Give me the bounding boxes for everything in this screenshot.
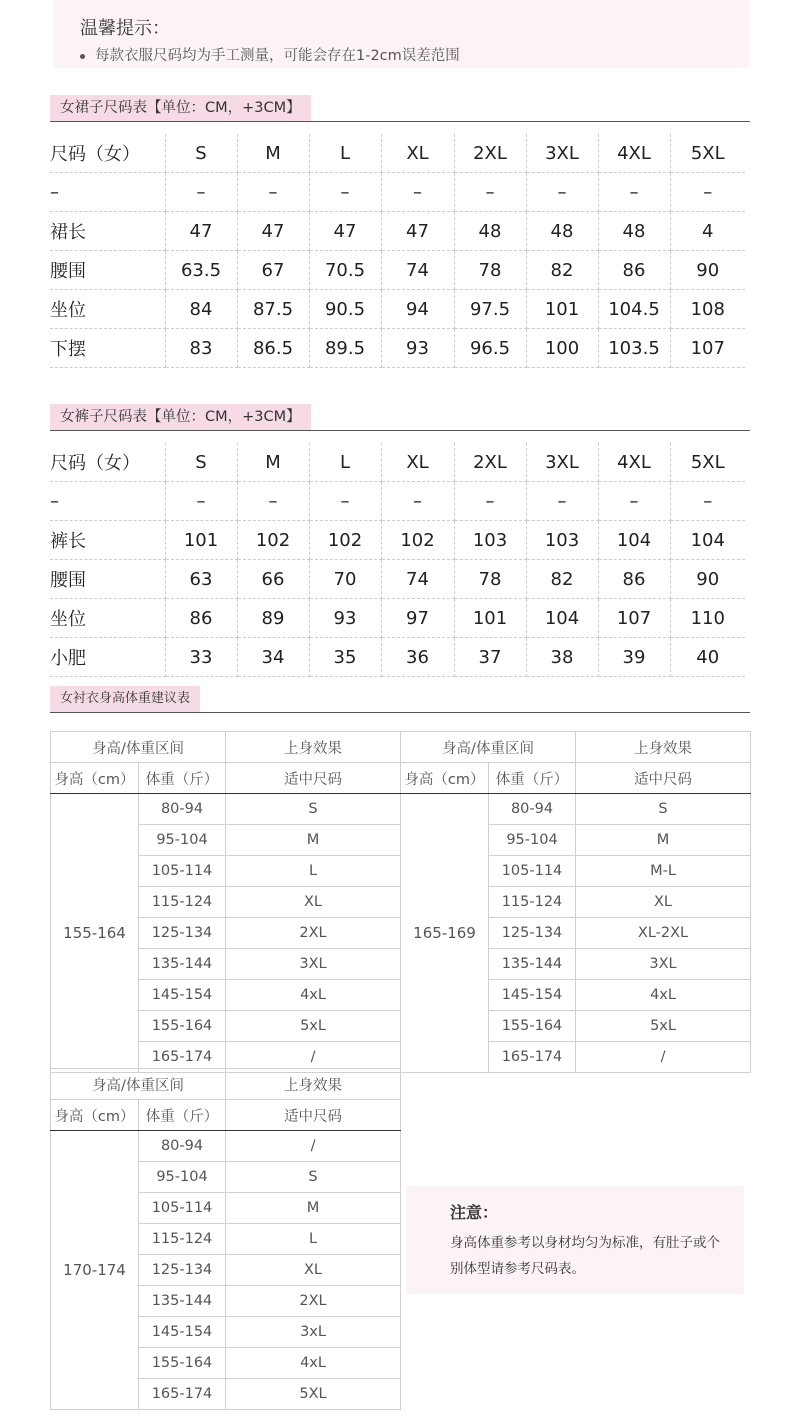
- size-cell: –: [165, 173, 237, 212]
- blouse-rec-table-2: [400, 731, 751, 1073]
- weight-cell: 115-124: [489, 887, 576, 918]
- size-cell: 4xL: [576, 980, 751, 1011]
- size-cell: S: [226, 794, 401, 825]
- size-cell: 39: [598, 638, 670, 677]
- weight-cell: 80-94: [139, 794, 226, 825]
- size-cell: 97: [381, 599, 454, 638]
- size-cell: 101: [454, 599, 526, 638]
- effect-header: 上身效果: [226, 732, 401, 763]
- size-cell: M: [226, 825, 401, 856]
- height-range-cell: 155-164: [51, 794, 139, 1073]
- pants-size-table: [50, 443, 745, 677]
- height-header: 身高（cm）: [51, 763, 139, 794]
- size-row: [50, 638, 745, 677]
- size-cell: 89.5: [309, 329, 381, 368]
- size-header: 适中尺码: [576, 763, 751, 794]
- size-cell: 86: [598, 560, 670, 599]
- weight-cell: 125-134: [139, 1255, 226, 1286]
- size-cell: XL: [381, 443, 454, 482]
- size-cell: XL-2XL: [576, 918, 751, 949]
- row-label: –: [50, 482, 165, 521]
- weight-cell: 145-154: [139, 980, 226, 1011]
- row-label: 尺码（女）: [50, 443, 165, 482]
- row-label: 腰围: [50, 560, 165, 599]
- size-cell: 3XL: [576, 949, 751, 980]
- size-cell: 5xL: [576, 1011, 751, 1042]
- size-cell: 47: [165, 212, 237, 251]
- size-cell: 97.5: [454, 290, 526, 329]
- pants-section-title: 女裤子尺码表【单位：CM，+3CM】: [50, 404, 311, 430]
- size-cell: M-L: [576, 856, 751, 887]
- rec-header-row: [51, 732, 401, 763]
- weight-cell: 135-144: [139, 1286, 226, 1317]
- size-cell: XL: [381, 134, 454, 173]
- bullet-icon: [80, 54, 85, 59]
- size-cell: 87.5: [237, 290, 309, 329]
- size-cell: 102: [309, 521, 381, 560]
- size-cell: 84: [165, 290, 237, 329]
- size-cell: /: [226, 1042, 401, 1073]
- range-header: 身高/体重区间: [51, 732, 226, 763]
- blouse-section-title: 女衬衣身高体重建议表: [50, 686, 200, 712]
- size-cell: 104.5: [598, 290, 670, 329]
- weight-cell: 145-154: [139, 1317, 226, 1348]
- notice-item: [80, 44, 460, 65]
- size-cell: 74: [381, 251, 454, 290]
- note-title: 注意：: [450, 1203, 499, 1222]
- size-row: [50, 173, 745, 212]
- size-row: [50, 599, 745, 638]
- size-cell: 104: [598, 521, 670, 560]
- size-cell: –: [670, 173, 745, 212]
- notice-title: 温馨提示：: [80, 18, 170, 39]
- size-cell: 3XL: [226, 949, 401, 980]
- row-label: 裙长: [50, 212, 165, 251]
- notice-banner: [54, 0, 749, 68]
- size-cell: L: [226, 856, 401, 887]
- size-cell: 4xL: [226, 980, 401, 1011]
- size-cell: –: [598, 173, 670, 212]
- weight-cell: 95-104: [489, 825, 576, 856]
- blouse-rec-table-1: [50, 731, 401, 1073]
- size-row: [50, 482, 745, 521]
- size-cell: –: [165, 482, 237, 521]
- size-cell: –: [526, 173, 598, 212]
- size-cell: 78: [454, 560, 526, 599]
- size-cell: 34: [237, 638, 309, 677]
- size-cell: 4xL: [226, 1348, 401, 1379]
- size-cell: 82: [526, 251, 598, 290]
- skirt-section-header: [50, 95, 750, 122]
- height-range-cell: 170-174: [51, 1131, 139, 1410]
- size-cell: –: [526, 482, 598, 521]
- rec-header-row: [401, 732, 751, 763]
- size-cell: 38: [526, 638, 598, 677]
- weight-cell: 145-154: [489, 980, 576, 1011]
- size-cell: 3XL: [526, 443, 598, 482]
- row-label: 小肥: [50, 638, 165, 677]
- blouse-section-header: [50, 686, 750, 713]
- size-cell: XL: [226, 887, 401, 918]
- effect-header: 上身效果: [576, 732, 751, 763]
- size-cell: 5XL: [670, 134, 745, 173]
- size-cell: 2XL: [226, 1286, 401, 1317]
- size-cell: 36: [381, 638, 454, 677]
- size-cell: 86: [165, 599, 237, 638]
- size-cell: 93: [381, 329, 454, 368]
- size-cell: 33: [165, 638, 237, 677]
- weight-cell: 155-164: [139, 1011, 226, 1042]
- height-range-cell: 165-169: [401, 794, 489, 1073]
- size-cell: 108: [670, 290, 745, 329]
- size-cell: XL: [576, 887, 751, 918]
- size-cell: 103.5: [598, 329, 670, 368]
- rec-row: [51, 1131, 401, 1162]
- size-row: [50, 560, 745, 599]
- size-cell: S: [165, 443, 237, 482]
- size-cell: 3xL: [226, 1317, 401, 1348]
- size-cell: L: [226, 1224, 401, 1255]
- size-cell: 104: [670, 521, 745, 560]
- size-cell: –: [670, 482, 745, 521]
- size-cell: 48: [526, 212, 598, 251]
- size-cell: 100: [526, 329, 598, 368]
- notice-item-text: 每款衣服尺码均为手工测量，可能会存在1-2cm误差范围: [95, 48, 460, 64]
- weight-cell: 135-144: [489, 949, 576, 980]
- size-cell: M: [237, 134, 309, 173]
- size-cell: 48: [454, 212, 526, 251]
- weight-header: 体重（斤）: [139, 1100, 226, 1131]
- weight-header: 体重（斤）: [139, 763, 226, 794]
- size-cell: 37: [454, 638, 526, 677]
- size-cell: 94: [381, 290, 454, 329]
- size-cell: 74: [381, 560, 454, 599]
- size-cell: L: [309, 443, 381, 482]
- size-cell: 47: [381, 212, 454, 251]
- size-cell: 35: [309, 638, 381, 677]
- size-cell: 2XL: [454, 134, 526, 173]
- size-cell: 4XL: [598, 134, 670, 173]
- rec-subheader-row: [51, 1100, 401, 1131]
- size-cell: –: [454, 482, 526, 521]
- row-label: 坐位: [50, 599, 165, 638]
- weight-cell: 125-134: [139, 918, 226, 949]
- weight-cell: 105-114: [489, 856, 576, 887]
- size-cell: /: [226, 1131, 401, 1162]
- size-header: 适中尺码: [226, 1100, 401, 1131]
- size-cell: 101: [526, 290, 598, 329]
- height-header: 身高（cm）: [401, 763, 489, 794]
- effect-header: 上身效果: [226, 1069, 401, 1100]
- size-cell: 90.5: [309, 290, 381, 329]
- size-cell: 63.5: [165, 251, 237, 290]
- size-cell: 90: [670, 560, 745, 599]
- row-label: 坐位: [50, 290, 165, 329]
- size-cell: 5xL: [226, 1011, 401, 1042]
- size-cell: S: [226, 1162, 401, 1193]
- row-label: 腰围: [50, 251, 165, 290]
- size-cell: –: [237, 482, 309, 521]
- size-cell: 103: [526, 521, 598, 560]
- size-cell: –: [598, 482, 670, 521]
- size-row: [50, 329, 745, 368]
- size-cell: M: [576, 825, 751, 856]
- size-cell: M: [237, 443, 309, 482]
- size-cell: 47: [237, 212, 309, 251]
- size-cell: –: [381, 173, 454, 212]
- size-cell: 82: [526, 560, 598, 599]
- size-cell: L: [309, 134, 381, 173]
- row-label: 下摆: [50, 329, 165, 368]
- size-cell: 2XL: [226, 918, 401, 949]
- rec-header-row: [51, 1069, 401, 1100]
- size-cell: /: [576, 1042, 751, 1073]
- weight-cell: 155-164: [139, 1348, 226, 1379]
- size-cell: 103: [454, 521, 526, 560]
- weight-cell: 105-114: [139, 856, 226, 887]
- size-cell: 66: [237, 560, 309, 599]
- size-cell: 63: [165, 560, 237, 599]
- size-cell: 47: [309, 212, 381, 251]
- size-cell: 102: [237, 521, 309, 560]
- row-label: –: [50, 173, 165, 212]
- note-body: 身高体重参考以身材均匀为标准，有肚子或个别体型请参考尺码表。: [450, 1235, 720, 1277]
- row-label: 裤长: [50, 521, 165, 560]
- rec-row: [401, 794, 751, 825]
- weight-cell: 95-104: [139, 825, 226, 856]
- rec-row: [51, 794, 401, 825]
- weight-cell: 80-94: [489, 794, 576, 825]
- rec-subheader-row: [401, 763, 751, 794]
- size-cell: XL: [226, 1255, 401, 1286]
- size-cell: S: [165, 134, 237, 173]
- size-cell: –: [381, 482, 454, 521]
- size-cell: 70: [309, 560, 381, 599]
- size-row: [50, 290, 745, 329]
- weight-cell: 95-104: [139, 1162, 226, 1193]
- weight-cell: 155-164: [489, 1011, 576, 1042]
- size-cell: 107: [670, 329, 745, 368]
- size-cell: 83: [165, 329, 237, 368]
- weight-cell: 165-174: [139, 1042, 226, 1073]
- size-cell: M: [226, 1193, 401, 1224]
- blouse-rec-table-3: [50, 1068, 401, 1410]
- size-header: 适中尺码: [226, 763, 401, 794]
- size-cell: 48: [598, 212, 670, 251]
- skirt-section-title: 女裙子尺码表【单位：CM，+3CM】: [50, 95, 311, 121]
- size-cell: 96.5: [454, 329, 526, 368]
- weight-cell: 80-94: [139, 1131, 226, 1162]
- size-cell: 5XL: [670, 443, 745, 482]
- weight-cell: 135-144: [139, 949, 226, 980]
- weight-cell: 105-114: [139, 1193, 226, 1224]
- size-row: [50, 212, 745, 251]
- size-cell: 78: [454, 251, 526, 290]
- size-cell: 104: [526, 599, 598, 638]
- size-cell: 86.5: [237, 329, 309, 368]
- weight-cell: 115-124: [139, 887, 226, 918]
- size-cell: –: [454, 173, 526, 212]
- size-cell: 2XL: [454, 443, 526, 482]
- size-cell: –: [309, 482, 381, 521]
- skirt-size-table: [50, 134, 745, 368]
- row-label: 尺码（女）: [50, 134, 165, 173]
- size-row: [50, 251, 745, 290]
- size-cell: 102: [381, 521, 454, 560]
- weight-cell: 165-174: [489, 1042, 576, 1073]
- size-cell: 93: [309, 599, 381, 638]
- weight-cell: 165-174: [139, 1379, 226, 1410]
- weight-header: 体重（斤）: [489, 763, 576, 794]
- size-cell: 4: [670, 212, 745, 251]
- size-cell: 5XL: [226, 1379, 401, 1410]
- height-header: 身高（cm）: [51, 1100, 139, 1131]
- size-cell: 101: [165, 521, 237, 560]
- size-cell: 4XL: [598, 443, 670, 482]
- size-header-row: [50, 134, 745, 173]
- weight-cell: 125-134: [489, 918, 576, 949]
- size-cell: S: [576, 794, 751, 825]
- size-cell: 110: [670, 599, 745, 638]
- size-row: [50, 521, 745, 560]
- note-box: [406, 1186, 744, 1294]
- size-cell: 89: [237, 599, 309, 638]
- rec-subheader-row: [51, 763, 401, 794]
- size-cell: 40: [670, 638, 745, 677]
- size-header-row: [50, 443, 745, 482]
- pants-section-header: [50, 404, 750, 431]
- size-cell: 86: [598, 251, 670, 290]
- size-cell: 3XL: [526, 134, 598, 173]
- size-cell: 90: [670, 251, 745, 290]
- size-cell: 107: [598, 599, 670, 638]
- weight-cell: 115-124: [139, 1224, 226, 1255]
- size-cell: 67: [237, 251, 309, 290]
- size-cell: 70.5: [309, 251, 381, 290]
- size-cell: –: [237, 173, 309, 212]
- range-header: 身高/体重区间: [401, 732, 576, 763]
- size-cell: –: [309, 173, 381, 212]
- range-header: 身高/体重区间: [51, 1069, 226, 1100]
